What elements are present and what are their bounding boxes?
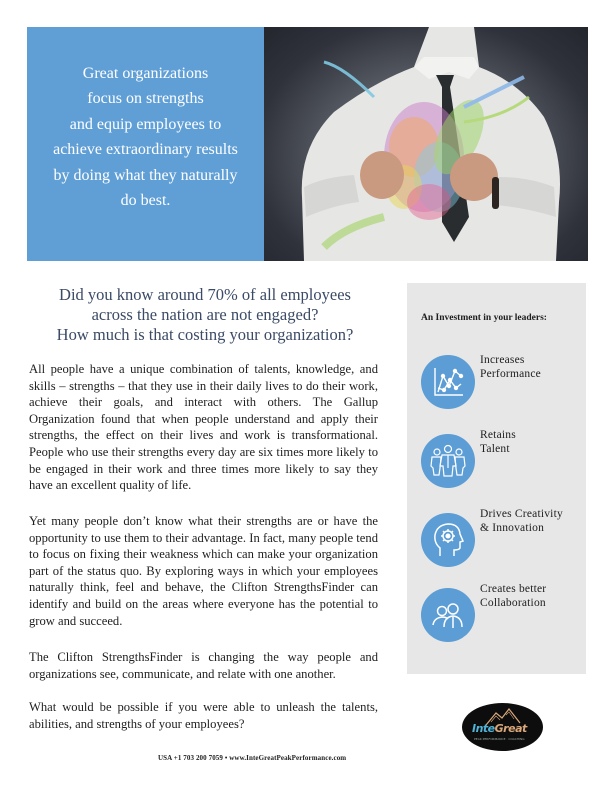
benefit-increases-performance (421, 355, 586, 415)
logo-wordmark (472, 722, 527, 735)
hero-quote-line: Great organizations (82, 64, 209, 82)
benefit-label (480, 428, 516, 456)
benefit-label-line: Talent (480, 443, 510, 455)
headline-line: Did you know around 70% of all employees (59, 285, 351, 304)
hero-quote-box (27, 27, 264, 261)
benefit-label-line: Drives Creativity (480, 508, 563, 520)
benefit-label-line: Performance (480, 368, 541, 380)
headline-line: across the nation are not engaged? (91, 305, 319, 324)
head-gear-icon (421, 513, 475, 567)
logo-tagline: PEAK PERFORMANCE · COACHING (474, 737, 525, 741)
benefit-label-line: Retains (480, 429, 516, 441)
body-paragraph-strengths: All people have a unique combination of talents, knowledge, and skills – strengths – that they use in their daily lives to do their work, achieve their goals, and interact with others. The Gallup Organization found that when people understand and apply their strengths, the effect on their lives and work is transformational. People who use their strengths every day are six times more likely to be engaged in their work and three times more likely to say they have an excellent quality of life. (29, 362, 378, 493)
benefit-label (480, 507, 563, 535)
benefit-retains-talent (421, 429, 586, 494)
hero-quote-line: by doing what they naturally (53, 166, 238, 184)
hero-quote-line: achieve extraordinary results (53, 141, 238, 158)
body-paragraph-question: What would be possible if you were able to unleash the talents, abilities, and strengths of your employees? (29, 700, 378, 731)
team-people-icon (421, 434, 475, 488)
benefit-label (480, 353, 541, 381)
panel-title: An Investment in your leaders: (421, 313, 547, 323)
logo-word-part1: Inte (472, 722, 495, 735)
collaboration-people-icon (421, 588, 475, 642)
hero-quote-line: focus on strengths (87, 90, 204, 107)
benefit-creates-collaboration (421, 583, 586, 648)
hero-quote-line: and equip employees to (69, 115, 222, 133)
hero-quote (53, 61, 238, 214)
brand-logo (462, 703, 543, 751)
line-chart-icon (421, 355, 475, 409)
headline (20, 285, 390, 345)
benefit-label-line: Increases (480, 354, 525, 366)
headline-line: How much is that costing your organization? (56, 325, 354, 344)
body-paragraph-weakness: Yet many people don’t know what their strengths are or have the opportunity to use them to their advantage. In fact, many people tend to focus on fixing their weakness which can make your organization part of the status quo. By exploring ways in which your employees naturally think, feel and behave, the Clifton StrengthsFinder can identify and build on the areas where everyone has the potential to grow and succeed. (29, 514, 378, 628)
body-paragraph-strengthsfinder: The Clifton StrengthsFinder is changing the way people and organizations see, communicate, and relate with one another. (29, 650, 378, 681)
benefit-label-line: & Innovation (480, 522, 545, 534)
hero-quote-line: do best. (120, 192, 171, 209)
benefit-label-line: Creates better (480, 583, 547, 595)
benefit-label-line: Collaboration (480, 597, 546, 609)
hero-photo-illustration (264, 27, 588, 261)
benefits-panel (407, 283, 586, 674)
hero-photo (264, 27, 588, 261)
benefit-drives-creativity (421, 508, 586, 573)
benefit-label (480, 582, 546, 610)
footer-contact: USA +1 703 200 7059 • www.InteGreatPeakPerformance.com (158, 754, 347, 762)
logo-word-part2: Great (494, 722, 527, 735)
